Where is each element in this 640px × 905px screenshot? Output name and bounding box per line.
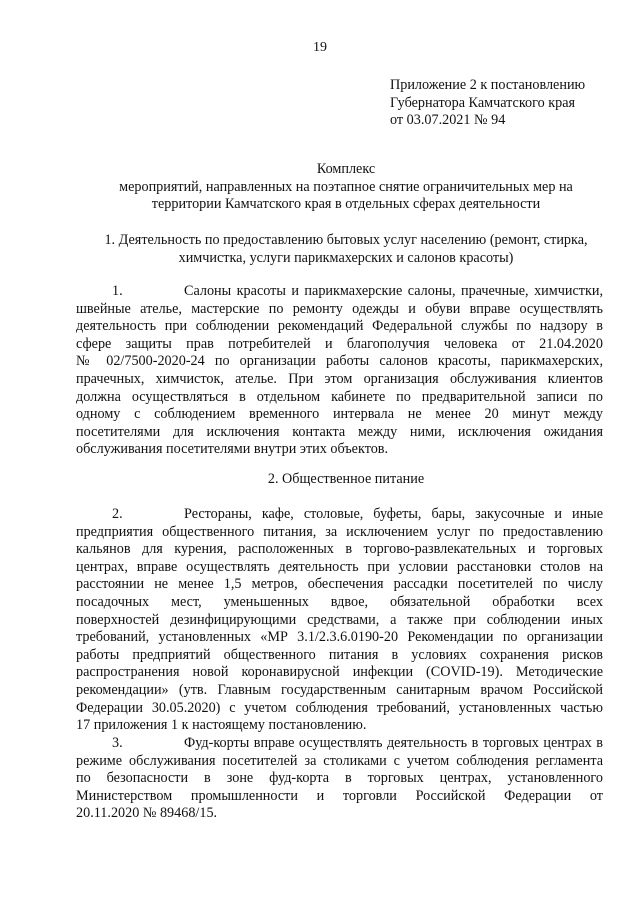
section-1-heading-line-1: 1. Деятельность по предоставлению бытовых услуг населению (ремонт, стирка, <box>104 232 588 248</box>
item-3-number: 3. <box>112 735 123 751</box>
paragraph-line: Рестораны, кафе, столовые, буфеты, бары, закусочные и иные <box>184 506 603 522</box>
paragraph-line: 17 приложения 1 к настоящему постановлению. <box>76 717 367 734</box>
paragraph-line: режиме обслуживания посетителей за столиками с учетом соблюдения регламента <box>76 752 603 769</box>
paragraph-line: посетителями для исключения контакта между ними, исключения ожидания <box>76 423 603 440</box>
paragraph-line: предприятия общественного питания, за исключением услуг по предоставлению <box>76 523 603 540</box>
paragraph-line: кальянов для курения, расположенных в торгово-развлекательных и торговых <box>76 541 603 558</box>
paragraph-item-3 <box>76 735 603 823</box>
paragraph-line: Федерации 30.05.2020) с учетом соблюдения требований, установленных частью <box>76 699 603 716</box>
title-line-2: мероприятий, направленных на поэтапное снятие ограничительных мер на <box>119 178 573 195</box>
paragraph-item-2 <box>76 506 603 735</box>
item-2-number: 2. <box>112 506 123 522</box>
paragraph-line: швейные ателье, мастерские по ремонту одежды и обуви вправе осуществлять <box>76 300 603 317</box>
paragraph-line: прачечных, химчисток, ателье. При этом организация обслуживания клиентов <box>76 370 603 387</box>
paragraph-line: посадочных мест, уменьшенных вдвое, обязательной обработки всех <box>76 593 603 610</box>
appendix-line-1: Приложение 2 к постановлению <box>390 77 586 93</box>
appendix-line-3: от 03.07.2021 № 94 <box>390 112 506 128</box>
section-1-heading <box>76 232 616 267</box>
paragraph-line: требований, установленных «МР 3.1/2.3.6.0190-20 Рекомендации по организации <box>76 629 603 646</box>
paragraph-item-1 <box>76 283 603 459</box>
page-number: 19 <box>313 40 327 55</box>
paragraph-line: по безопасности в зоне фуд-корта в торговых центрах, установленного <box>76 770 603 787</box>
paragraph-line: обслуживания посетителями внутри этих объектов. <box>76 441 389 458</box>
paragraph-line: сфере защиты прав потребителей и благополучия человека от 21.04.2020 <box>76 335 603 352</box>
paragraph-line: деятельность при соблюдении рекомендаций Федеральной службы по надзору в <box>76 318 603 335</box>
paragraph-line: должна осуществляться в отдельном кабинете по предварительной записи по <box>76 388 603 405</box>
item-1-number: 1. <box>112 283 123 299</box>
paragraph-line: одному с соблюдением временного интервала не менее 20 минут между <box>76 406 603 423</box>
document-title <box>76 161 616 214</box>
appendix-line-2: Губернатора Камчатского края <box>390 94 576 111</box>
paragraph-line: расстоянии не менее 1,5 метров, обеспечения рассадки посетителей по числу <box>76 576 603 593</box>
paragraph-line: центрах, вправе осуществлять деятельность при условии расстановки столов на <box>76 558 603 575</box>
paragraph-line: 20.11.2020 № 89468/15. <box>76 805 218 822</box>
paragraph-line: Министерством промышленности и торговли Российской Федерации от <box>76 787 603 804</box>
section-1-heading-line-2: химчистка, услуги парикмахерских и салонов красоты) <box>178 249 514 266</box>
section-2-heading-text: 2. Общественное питание <box>267 471 425 487</box>
paragraph-line: Салоны красоты и парикмахерские салоны, прачечные, химчистки, <box>184 283 603 299</box>
title-line-1: Комплекс <box>316 161 376 177</box>
appendix-reference <box>390 77 585 130</box>
paragraph-line: работы предприятий общественного питания в условиях сохранения рисков <box>76 646 603 663</box>
paragraph-line: распространения новой коронавирусной инфекции (COVID-19). Методические <box>76 664 603 681</box>
paragraph-line: Фуд-корты вправе осуществлять деятельность в торговых центрах в <box>184 735 603 751</box>
paragraph-line: рекомендации» (утв. Главным государственным санитарным врачом Российской <box>76 681 603 698</box>
paragraph-line: поверхностей дезинфицирующими средствами, а также при соблюдении иных <box>76 611 603 628</box>
title-line-3: территории Камчатского края в отдельных сферах деятельности <box>151 196 541 212</box>
paragraph-line: № 02/7500-2020-24 по организации работы салонов красоты, парикмахерских, <box>76 353 603 370</box>
section-2-heading <box>76 471 616 489</box>
